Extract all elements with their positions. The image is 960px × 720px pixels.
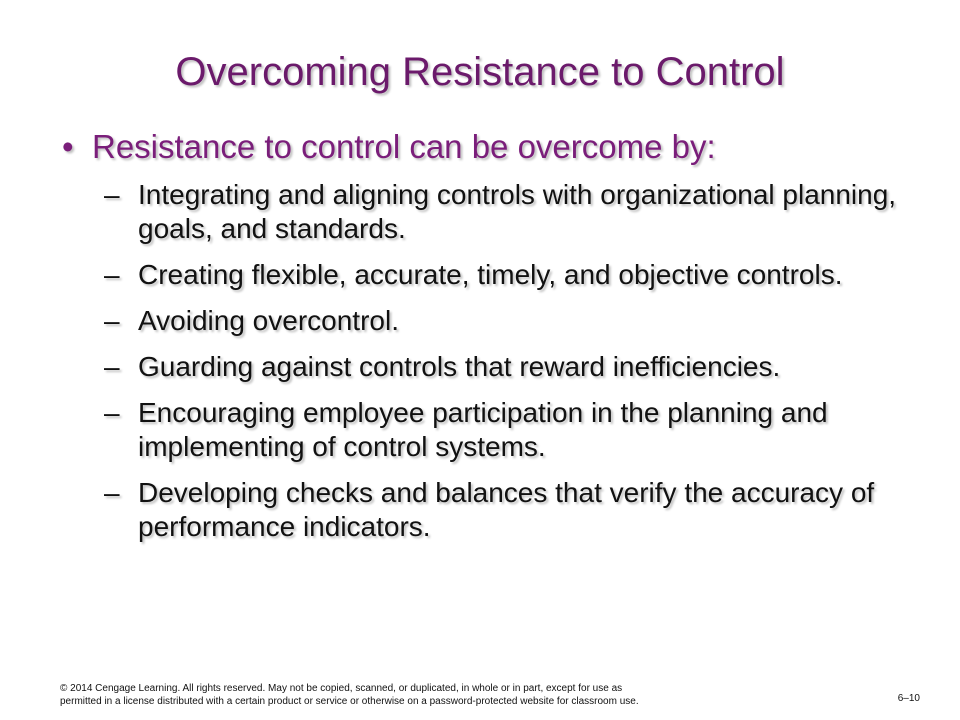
sub-bullet-item bbox=[104, 350, 904, 384]
copyright-notice bbox=[60, 682, 760, 708]
sub-bullet-item bbox=[104, 258, 904, 292]
sub-bullet-item bbox=[104, 304, 904, 338]
bullet-marker: • bbox=[62, 128, 74, 165]
dash-marker: – bbox=[104, 477, 120, 508]
sub-bullet-list bbox=[104, 178, 904, 556]
copyright-line-2: permitted in a license distributed with a certain product or service or otherwise on a password-protected website for classroom use. bbox=[60, 696, 639, 707]
sub-bullet-text: Creating flexible, accurate, timely, and objective controls. bbox=[138, 259, 843, 290]
sub-bullet-text: Avoiding overcontrol. bbox=[138, 305, 399, 336]
slide-title: Overcoming Resistance to Control bbox=[175, 50, 785, 94]
sub-bullet-item bbox=[104, 476, 904, 544]
dash-marker: – bbox=[104, 305, 120, 336]
sub-bullet-item bbox=[104, 178, 904, 246]
sub-bullet-text: Encouraging employee participation in the planning and implementing of control systems. bbox=[138, 397, 828, 462]
copyright-line-1: © 2014 Cengage Learning. All rights reserved. May not be copied, scanned, or duplicated, in whole or in part, except for use as bbox=[60, 683, 623, 694]
sub-bullet-text: Developing checks and balances that verify the accuracy of performance indicators. bbox=[138, 477, 875, 542]
main-bullet-text: Resistance to control can be overcome by: bbox=[92, 128, 716, 165]
sub-bullet-text: Guarding against controls that reward inefficiencies. bbox=[138, 351, 781, 382]
dash-marker: – bbox=[104, 397, 120, 428]
main-bullet bbox=[62, 128, 922, 166]
dash-marker: – bbox=[104, 179, 120, 210]
sub-bullet-item bbox=[104, 396, 904, 464]
dash-marker: – bbox=[104, 259, 120, 290]
sub-bullet-text: Integrating and aligning controls with organizational planning, goals, and standards. bbox=[138, 179, 897, 244]
dash-marker: – bbox=[104, 351, 120, 382]
page-number: 6–10 bbox=[897, 693, 920, 704]
